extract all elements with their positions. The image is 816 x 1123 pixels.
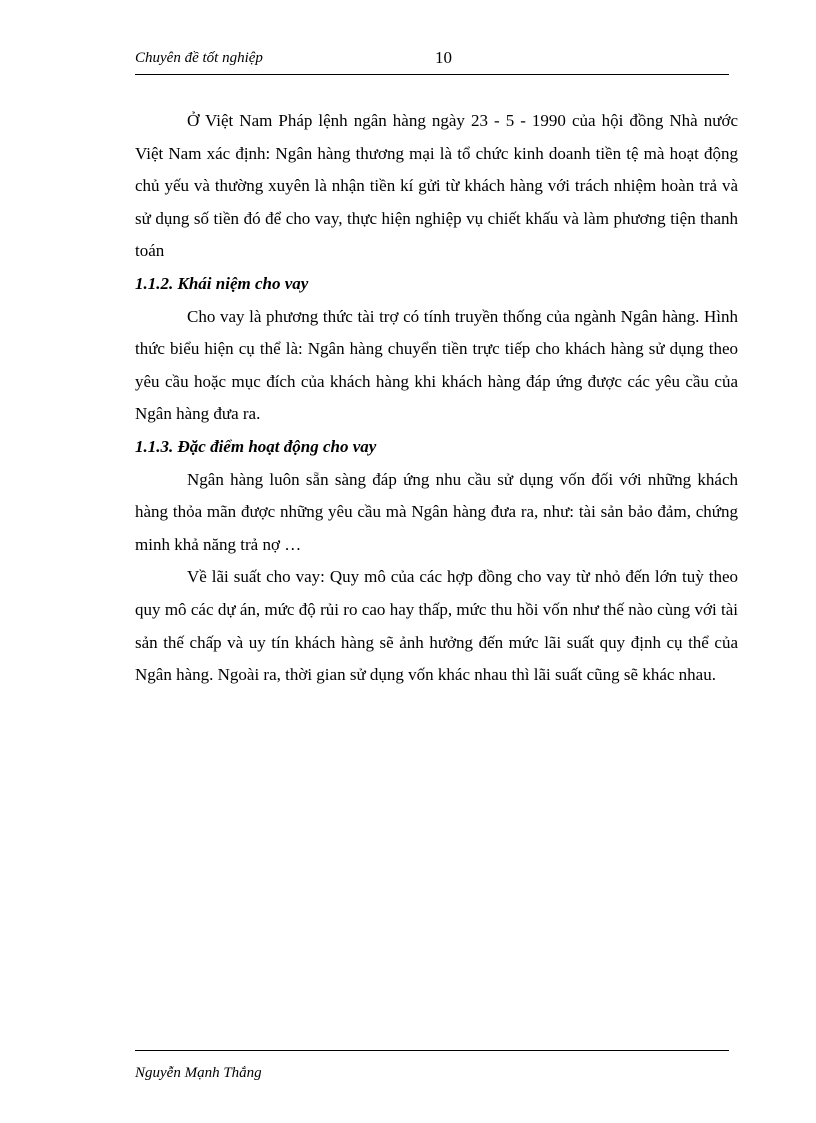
document-body bbox=[135, 105, 738, 692]
page-footer bbox=[135, 1050, 729, 1081]
footer-author: Nguyễn Mạnh Thắng bbox=[135, 1065, 262, 1081]
page-header bbox=[135, 48, 729, 75]
header-title: Chuyên đề tốt nghiệp bbox=[135, 50, 263, 66]
paragraph-loan-concept: Cho vay là phương thức tài trợ có tính truyền thống của ngành Ngân hàng. Hình thức biểu hiện cụ thể là: Ngân hàng chuyển tiền trực tiếp cho khách hàng sử dụng theo yêu cầu hoặc mục đích của khách hàng khi khách hàng đáp ứng được các yêu cầu của Ngân hàng đưa ra. bbox=[135, 306, 738, 424]
paragraph-interest-rate: Về lãi suất cho vay: Quy mô của các hợp đồng cho vay từ nhỏ đến lớn tuỳ theo quy mô các dự án, mức độ rủi ro cao hay thấp, mức thu hồi vốn như thế nào cùng với tài sản thế chấp và uy tín khách hàng sẽ ảnh hưởng đến mức lãi suất quy định cụ thể của Ngân hàng. Ngoài ra, thời gian sử dụng vốn khác nhau thì lãi suất cũng sẽ khác nhau. bbox=[135, 567, 738, 685]
page-number: 10 bbox=[435, 48, 452, 67]
section-heading-loan-concept: 1.1.2. Khái niệm cho vay bbox=[135, 273, 309, 293]
paragraph-loan-readiness: Ngân hàng luôn sẵn sàng đáp ứng nhu cầu sử dụng vốn đối với những khách hàng thỏa mãn được những yêu cầu mà Ngân hàng đưa ra, như: tài sản bảo đảm, chứng minh khả năng trả nợ … bbox=[135, 469, 738, 554]
paragraph-bank-definition: Ở Việt Nam Pháp lệnh ngân hàng ngày 23 - 5 - 1990 của hội đồng Nhà nước Việt Nam xác định: Ngân hàng thương mại là tổ chức kinh doanh tiền tệ mà hoạt động chủ yếu và thường xuyên là nhận tiền kí gửi từ khách hàng với trách nhiệm hoàn trả và sử dụng số tiền đó để cho vay, thực hiện nghiệp vụ chiết khấu và làm phương tiện thanh toán bbox=[135, 111, 738, 261]
section-heading-loan-features: 1.1.3. Đặc điểm hoạt động cho vay bbox=[135, 436, 377, 456]
